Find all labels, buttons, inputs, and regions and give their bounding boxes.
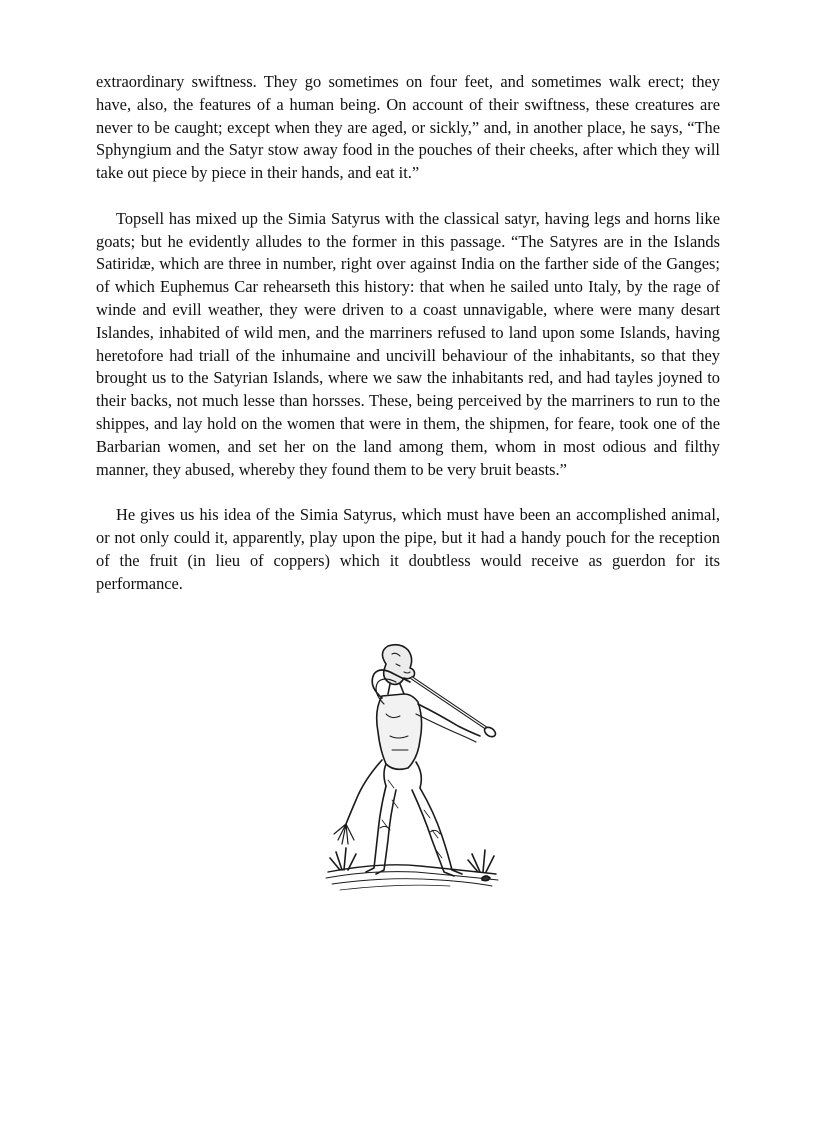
- satyr-illustration: [320, 640, 510, 910]
- satyr-playing-pipe-woodcut-icon: [320, 640, 510, 910]
- page-body: [96, 71, 720, 618]
- paragraph-3: He gives us his idea of the Simia Satyrus, which must have been an accomplished animal, or not only could it, apparently, play upon the pipe, but it had a handy pouch for the reception of the fruit (in lieu of coppers) which it doubtless would receive as guerdon for its performance.: [96, 505, 720, 593]
- paragraph-2: Topsell has mixed up the Simia Satyrus with the classical satyr, having legs and horns like goats; but he evidently alludes to the former in this passage. “The Satyres are in the Islands Satiridæ, which are three in number, right over against India on the farther side of the Ganges; of which Euphemus Car rehearseth this history: that when he sailed unto Italy, by the rage of winde and evill weather, they were driven to a coast unnavigable, where were many desart Islandes, inhabited of wild men, and the marriners refused to land upon some Islands, having heretofore had triall of the inhumaine and uncivill behaviour of the inhabitants, so that they brought us to the Satyrian Islands, where we saw the inhabitants red, and had tayles joyned to their backs, not much lesse than horsses. These, being perceived by the marriners to run to the shippes, and lay hold on the women that were in them, the shipmen, for feare, took one of the Barbarian women, and set her on the land among them, whom in most odious and filthy manner, they abused, whereby they found them to be very bruit beasts.”: [96, 208, 720, 479]
- paragraph-1: extraordinary swiftness. They go sometimes on four feet, and sometimes walk erect; they have, also, the features of a human being. On account of their swiftness, these creatures are never to be caught; except when they are aged, or sickly,” and, in another place, he says, “The Sphyngium and the Satyr stow away food in the pouches of their cheeks, after which they will take out piece by piece in their hands, and eat it.”: [96, 72, 720, 183]
